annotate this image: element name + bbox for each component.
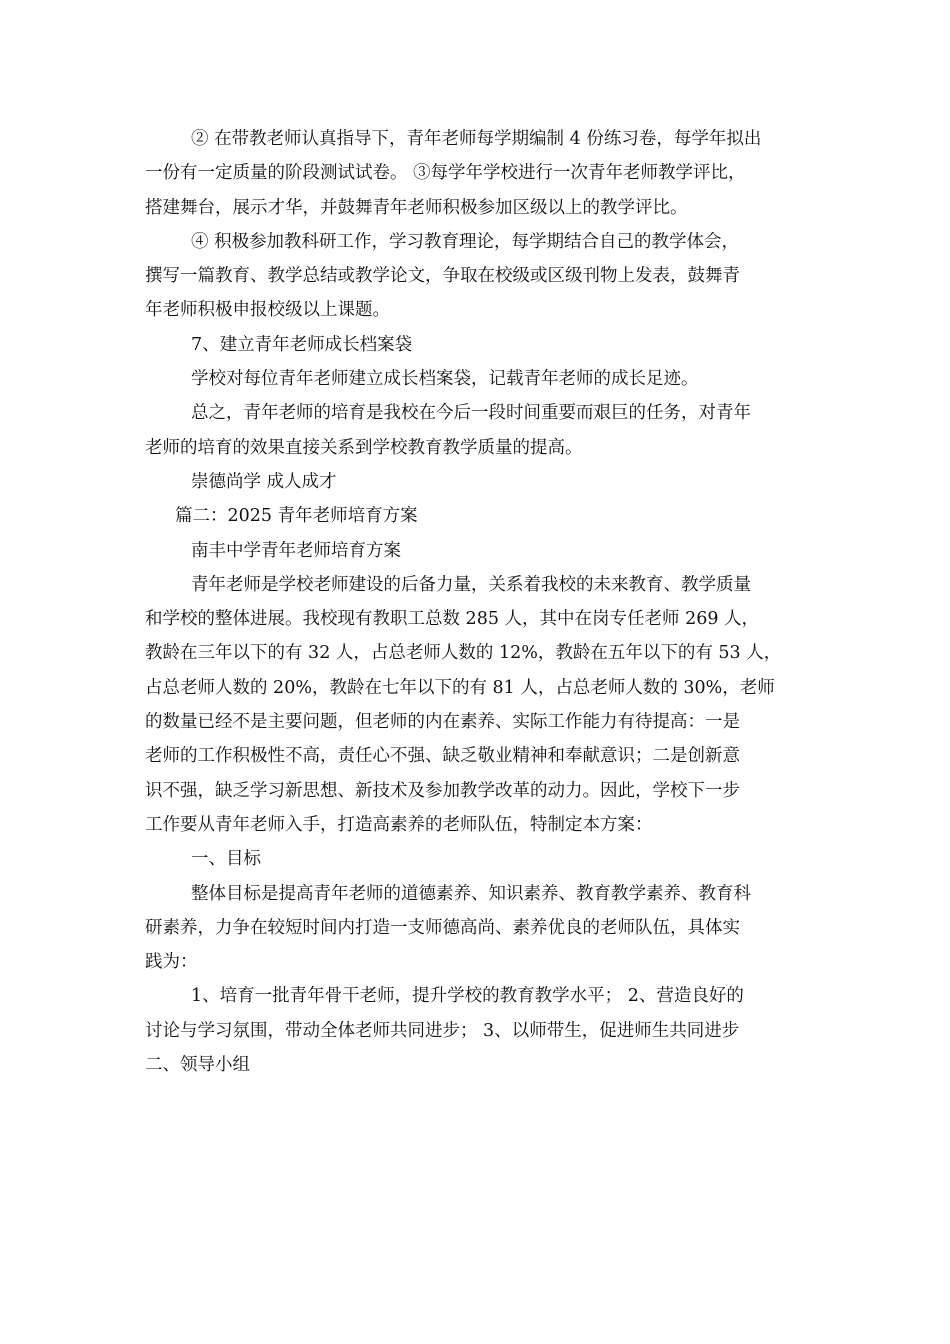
text-line: 老师的工作积极性不高，责任心不强、缺乏敬业精神和奉献意识；二是创新意 (145, 746, 740, 767)
text-line: 学校对每位青年老师建立成长档案袋，记载青年老师的成长足迹。 (191, 369, 699, 390)
text-line: 研素养，力争在较短时间内打造一支师德高尚、素养优良的老师队伍，具体实 (145, 917, 740, 938)
text-line: 识不强，缺乏学习新思想、新技术及参加教学改革的动力。因此，学校下一步 (145, 780, 740, 801)
text-line: 崇德尚学 成人成才 (191, 471, 337, 492)
text-line: 搭建舞台，展示才华，并鼓舞青年老师积极参加区级以上的教学评比。 (145, 197, 688, 218)
paragraph (145, 328, 810, 362)
text-line: ② 在带教老师认真指导下，青年老师每学期编制 4 份练习卷，每学年拟出 (191, 129, 762, 149)
text-line: 撰写一篇教育、教学总结或教学论文，争取在校级或区级刊物上发表，鼓舞青 (145, 266, 740, 287)
text-line: 一份有一定质量的阶段测试试卷。 ③每学年学校进行一次青年老师教学评比， (145, 163, 746, 184)
text-line: 7、建立青年老师成长档案袋 (191, 334, 413, 355)
paragraph (145, 842, 810, 876)
text-line: 总之，青年老师的培育是我校在今后一段时间重要而艰巨的任务，对青年 (191, 403, 751, 424)
document-body (145, 122, 810, 1082)
paragraph (145, 534, 810, 568)
text-line: 的数量已经不是主要问题，但老师的内在素养、实际工作能力有待提高：一是 (145, 712, 740, 733)
paragraph (145, 499, 810, 533)
paragraph (145, 396, 810, 465)
text-line: 讨论与学习氛围，带动全体老师共同进步； 3、以师带生，促进师生共同进步 (145, 1020, 740, 1041)
paragraph (145, 225, 810, 328)
text-line: 篇二：2025 青年老师培育方案 (175, 506, 418, 527)
text-line: 南丰中学青年老师培育方案 (191, 540, 401, 561)
text-line: 和学校的整体进展。我校现有教职工总数 285 人，其中在岗专任老师 269 人， (145, 609, 760, 630)
paragraph (145, 568, 810, 842)
text-line: 工作要从青年老师入手，打造高素养的老师队伍，特制定本方案： (145, 814, 653, 835)
text-line: 一、目标 (191, 849, 261, 870)
text-line: 践为： (145, 952, 198, 973)
text-line: 占总老师人数的 20%，教龄在七年以下的有 81 人，占总老师人数的 30%，老师 (145, 677, 775, 698)
text-line: 老师的培育的效果直接关系到学校教育教学质量的提高。 (145, 437, 583, 458)
paragraph (145, 465, 810, 499)
text-line: 年老师积极申报校级以上课题。 (145, 300, 390, 321)
paragraph (145, 362, 810, 396)
text-line: ④ 积极参加教科研工作，学习教育理论，每学期结合自己的教学体会， (191, 231, 740, 252)
text-line: 1、培育一批青年骨干老师，提升学校的教育教学水平； 2、营造良好的 (191, 986, 744, 1007)
paragraph (145, 979, 810, 1082)
text-line: 教龄在三年以下的有 32 人，占总老师人数的 12%，教龄在五年以下的有 53 人， (145, 643, 782, 664)
text-line: 青年老师是学校老师建设的后备力量，关系着我校的未来教育、教学质量 (191, 574, 751, 595)
paragraph (145, 877, 810, 980)
text-line: 整体目标是提高青年老师的道德素养、知识素养、教育教学素养、教育科 (191, 883, 751, 904)
paragraph (145, 122, 810, 225)
text-line: 二、领导小组 (145, 1055, 250, 1076)
